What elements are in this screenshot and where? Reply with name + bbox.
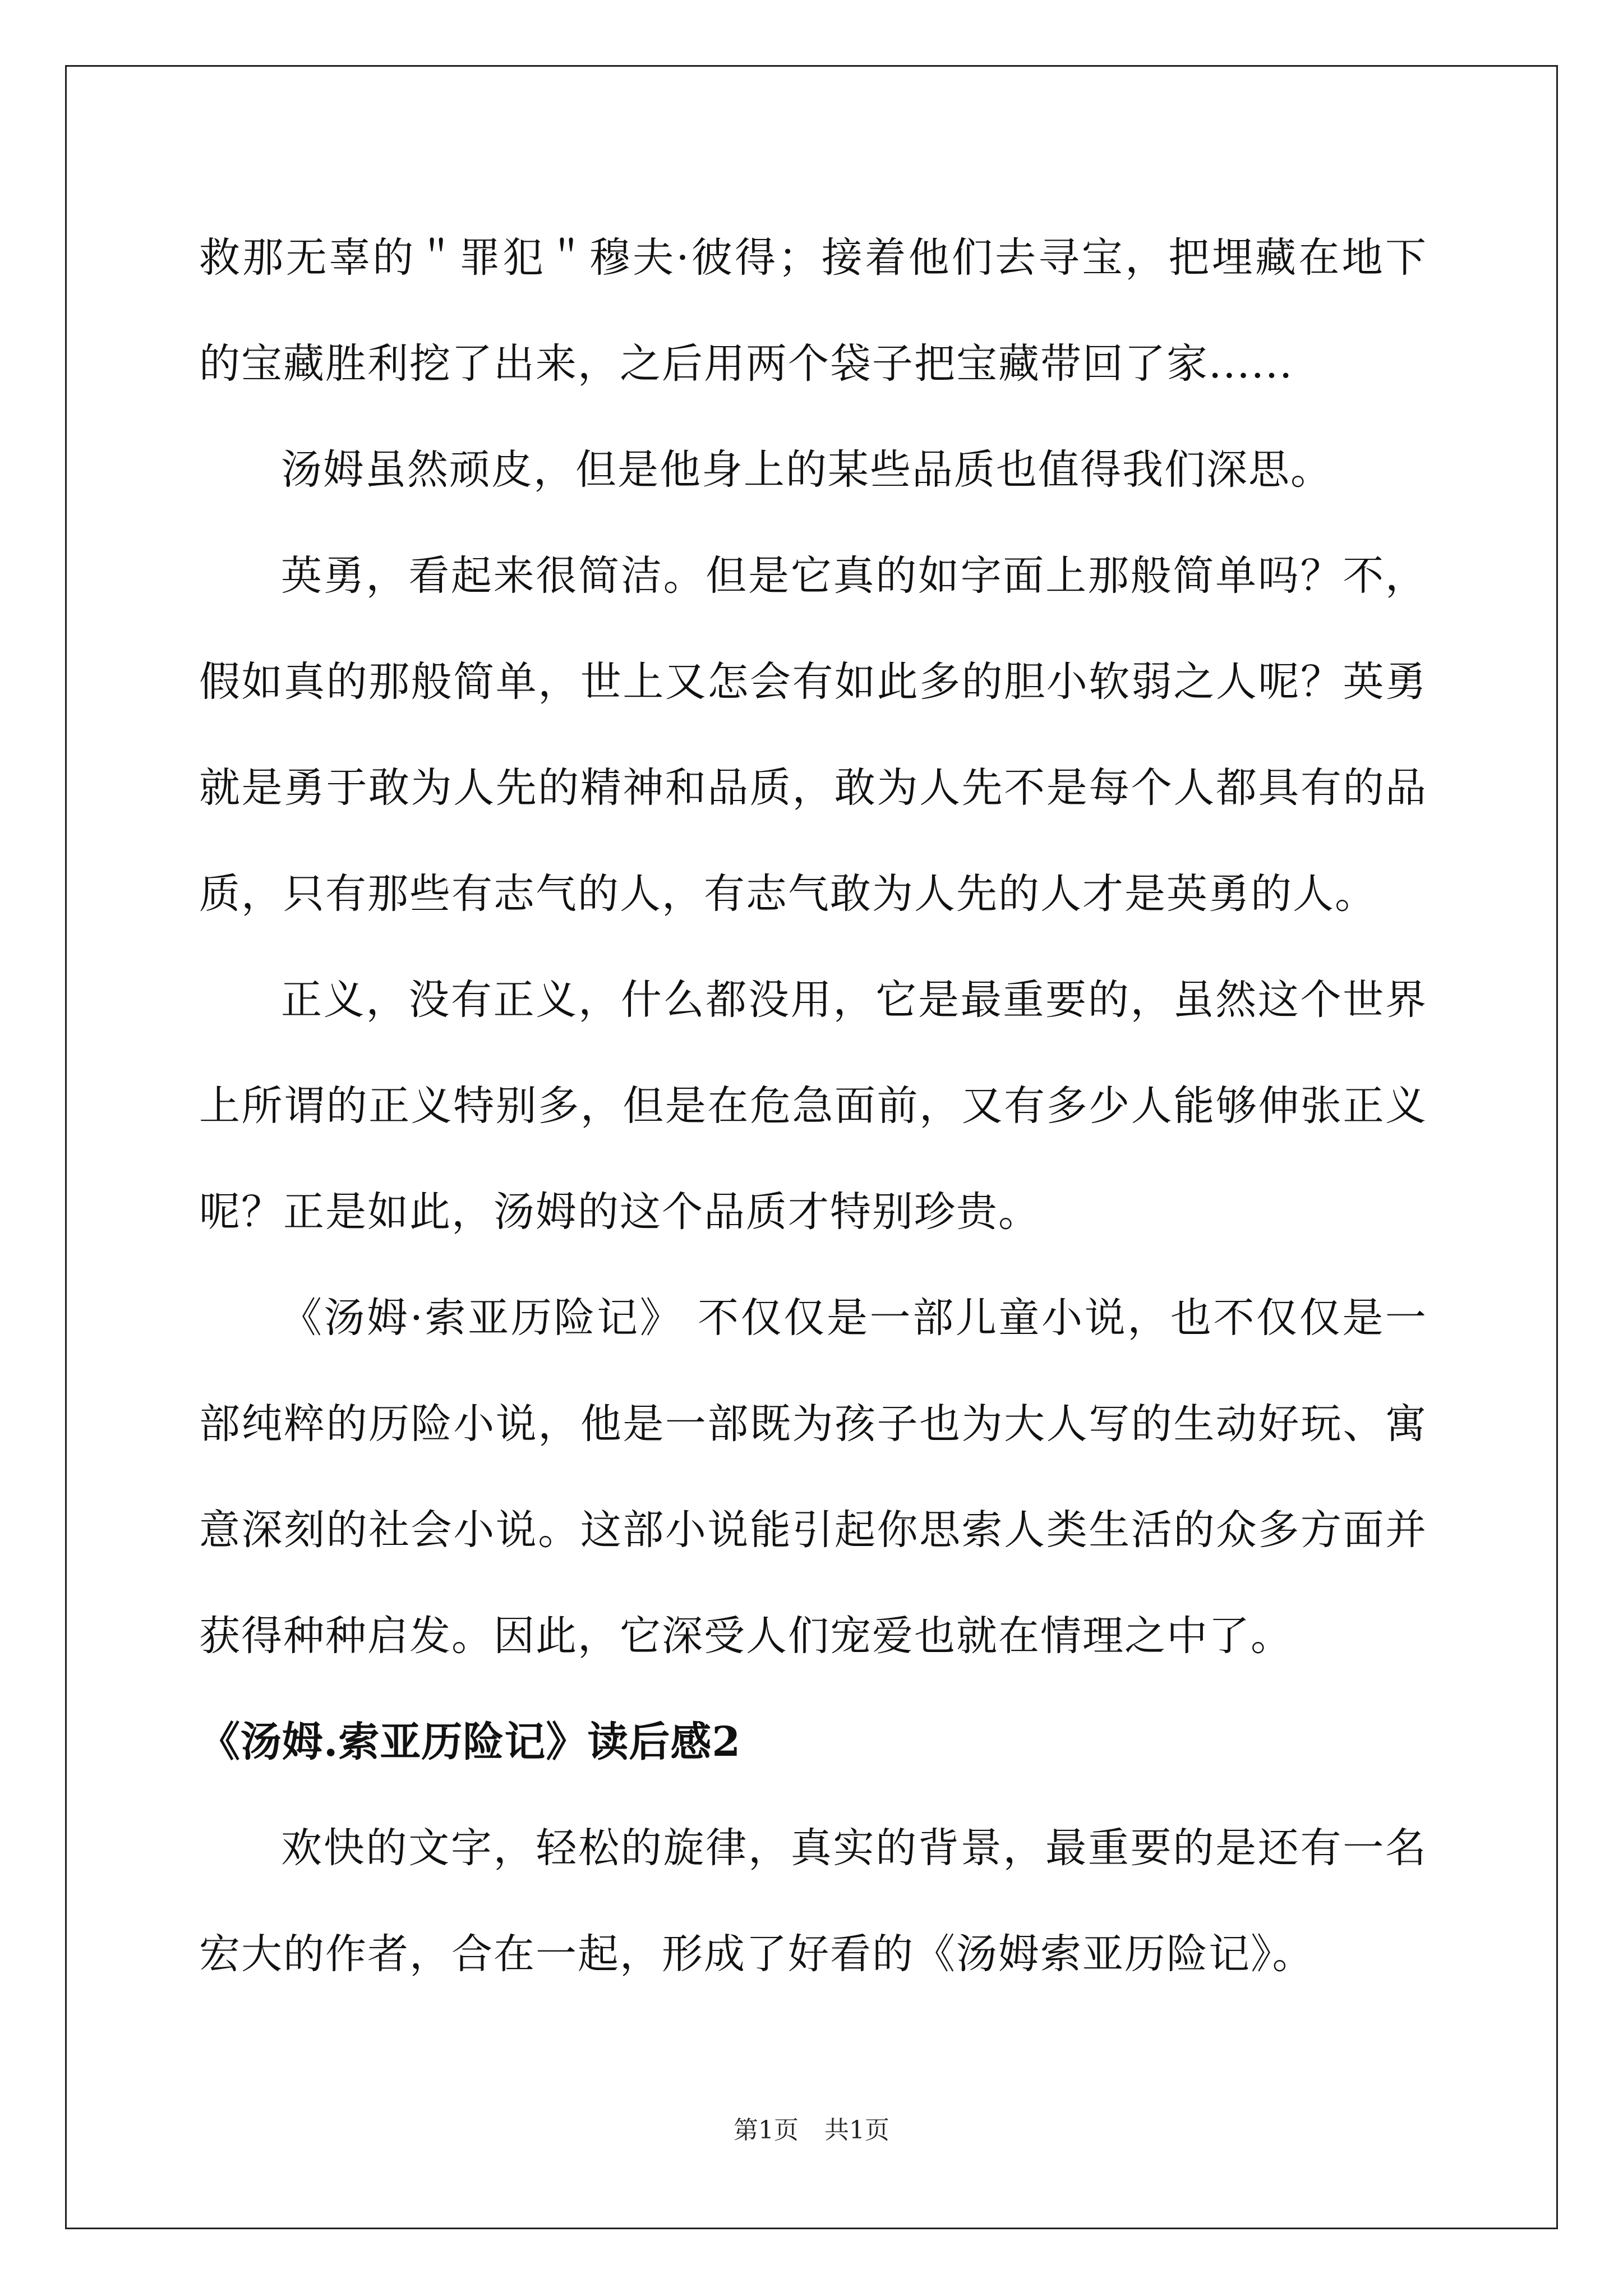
- paragraph-continuation: 救那无辜的＂罪犯＂穆夫·彼得；接着他们去寻宝，把埋藏在地下的宝藏胜利挖了出来，之后用两个袋子把宝藏带回了家......: [199, 234, 1427, 388]
- paragraph-bravery: 英勇，看起来很简洁。但是它真的如字面上那般简单吗？不，假如真的那般简单，世上又怎会有如此多的胆小软弱之人呢？英勇就是勇于敢为人先的精神和品质，敢为人先不是每个人都具有的品质，只有那些有志气的人，有志气敢为人先的人才是英勇的人。: [199, 552, 1427, 918]
- paragraph-justice: 正义，没有正义，什么都没用，它是最重要的，虽然这个世界上所谓的正义特别多，但是在危急面前，又有多少人能够伸张正义呢？正是如此，汤姆的这个品质才特别珍贵。: [199, 976, 1427, 1236]
- page-total: 共1页: [824, 2116, 889, 2145]
- page-number: 第1页: [734, 2116, 799, 2145]
- section-heading: 《汤姆.索亚历险记》读后感2: [199, 1718, 741, 1766]
- paragraph-section-intro: 欢快的文字，轻松的旋律，真实的背景，最重要的是还有一名宏大的作者，合在一起，形成了好看的《汤姆索亚历险记》。: [199, 1824, 1427, 1978]
- page-footer: [0, 2114, 1623, 2147]
- paragraph-novel-summary: 《汤姆·索亚历险记》 不仅仅是一部儿童小说，也不仅仅是一部纯粹的历险小说，他是一部既为孩子也为大人写的生动好玩、寓意深刻的社会小说。这部小说能引起你思索人类生活的众多方面并获得种种启发。因此，它深受人们宠爱也就在情理之中了。: [199, 1294, 1427, 1660]
- paragraph-tom-qualities: 汤姆虽然顽皮，但是他身上的某些品质也值得我们深思。: [281, 446, 1332, 494]
- document-body: [199, 205, 1427, 2007]
